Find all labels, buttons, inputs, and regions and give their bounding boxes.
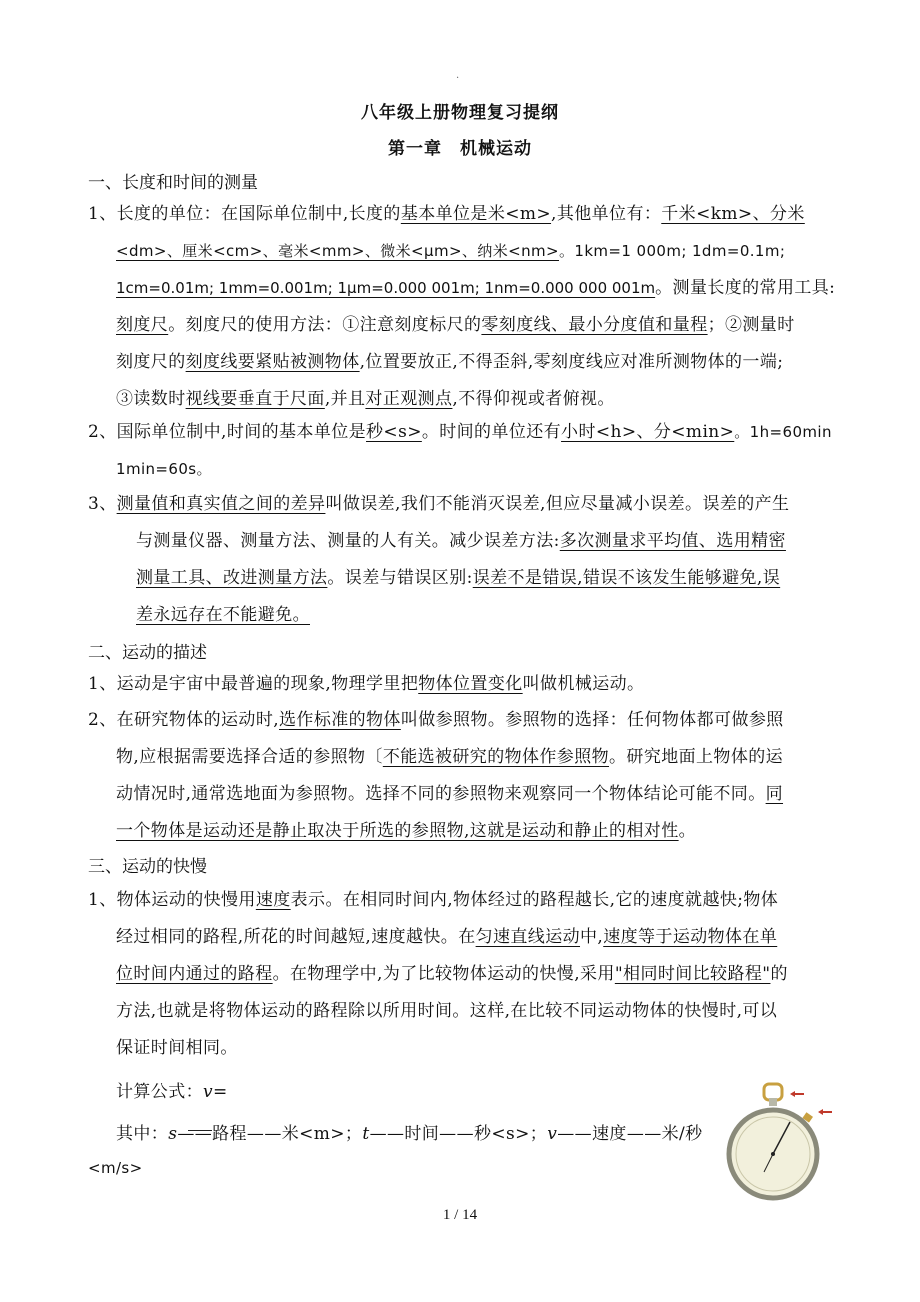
formula-v: v=: [203, 1082, 228, 1102]
line: 2、在研究物体的运动时,选作标准的物体叫做参照物。参照物的选择：任何物体都可做参照: [88, 710, 784, 730]
line: 与测量仪器、测量方法、测量的人有关。减少误差方法:多次测量求平均值、选用精密: [136, 531, 786, 551]
line: 物,应根据需要选择合适的参照物〔不能选被研究的物体作参照物。研究地面上物体的运: [116, 747, 784, 767]
paragraph-length-units: [88, 196, 848, 418]
section-heading-2: 二、运动的描述: [88, 643, 207, 663]
stopwatch-illustration: [724, 1082, 844, 1202]
paragraph-mechanical-motion: [88, 666, 848, 703]
line: 差永远存在不能避免。: [136, 605, 310, 625]
line: 测量工具、改进测量方法。误差与错误区别:误差不是错误,错误不该发生能够避免,误: [136, 568, 781, 588]
stopwatch-crown: [764, 1084, 782, 1100]
formula-unit: <m/s>: [88, 1159, 143, 1177]
formula-line: 计算公式：v=: [116, 1082, 228, 1102]
arrow-top-head: [790, 1091, 795, 1097]
stopwatch-stem: [769, 1098, 777, 1106]
line: 动情况时,通常选地面为参照物。选择不同的参照物来观察同一个物体结论可能不同。同: [116, 784, 784, 804]
paragraph-reference-object: [88, 702, 848, 850]
page-number: 1 / 14: [442, 1207, 478, 1223]
line: 1、物体运动的快慢用速度表示。在相同时间内,物体经过的路程越长,它的速度就越快;物体: [88, 890, 779, 910]
section-heading-1: 一、长度和时间的测量: [88, 173, 258, 193]
paragraph-time-units: [88, 414, 848, 488]
line: 1、运动是宇宙中最普遍的现象,物理学里把物体位置变化叫做机械运动。: [88, 674, 645, 694]
line: 2、国际单位制中,时间的基本单位是秒<s>。时间的单位还有小时<h>、分<min>。1h=60min: [88, 422, 832, 442]
line: 经过相同的路程,所花的时间越短,速度越快。在匀速直线运动中,速度等于运动物体在单: [116, 927, 778, 947]
arrow-side-head: [818, 1109, 823, 1115]
line: 刻度尺。刻度尺的使用方法：①注意刻度标尺的零刻度线、最小分度值和量程；②测量时: [116, 315, 795, 335]
line: <dm>、厘米<cm>、毫米<mm>、微米<μm>、纳米<nm>。1km=1 000m; 1dm=0.1m;: [116, 242, 786, 260]
line: 3、测量值和真实值之间的差异叫做误差,我们不能消灭误差,但应尽量减小误差。误差的产生: [88, 494, 790, 514]
line: 刻度尺的刻度线要紧贴被测物体,位置要放正,不得歪斜,零刻度线应对准所测物体的一端;: [116, 352, 784, 372]
line: 保证时间相同。: [116, 1038, 238, 1058]
paragraph-speed: [88, 882, 848, 1067]
chapter-title: 第一章 机械运动: [388, 139, 532, 159]
formula-variables: 其中：s——路程——米<m>；t——时间——秒<s>；v——速度——米/秒: [116, 1124, 703, 1144]
document-title: 八年级上册物理复习提纲: [361, 103, 559, 123]
line: 方法,也就是将物体运动的路程除以所用时间。这样,在比较不同运动物体的快慢时,可以: [116, 1001, 778, 1021]
line: 1cm=0.01m; 1mm=0.001m; 1μm=0.000 001m; 1nm=0.000 000 001m。测量长度的常用工具:: [116, 278, 836, 298]
line: 位时间内通过的路程。在物理学中,为了比较物体运动的快慢,采用"相同时间比较路程"的: [116, 964, 788, 984]
line: 1、长度的单位：在国际单位制中,长度的基本单位是米<m>,其他单位有：千米<km>、分米: [88, 204, 805, 224]
line: 一个物体是运动还是静止取决于所选的参照物,这就是运动和静止的相对性。: [116, 821, 697, 841]
stopwatch-center: [771, 1152, 775, 1156]
paragraph-error: [88, 486, 848, 634]
header-mark: .: [456, 70, 460, 81]
line: 1min=60s。: [116, 460, 212, 478]
section-heading-3: 三、运动的快慢: [88, 857, 207, 877]
line: ③读数时视线要垂直于尺面,并且对正观测点,不得仰视或者俯视。: [116, 389, 615, 409]
